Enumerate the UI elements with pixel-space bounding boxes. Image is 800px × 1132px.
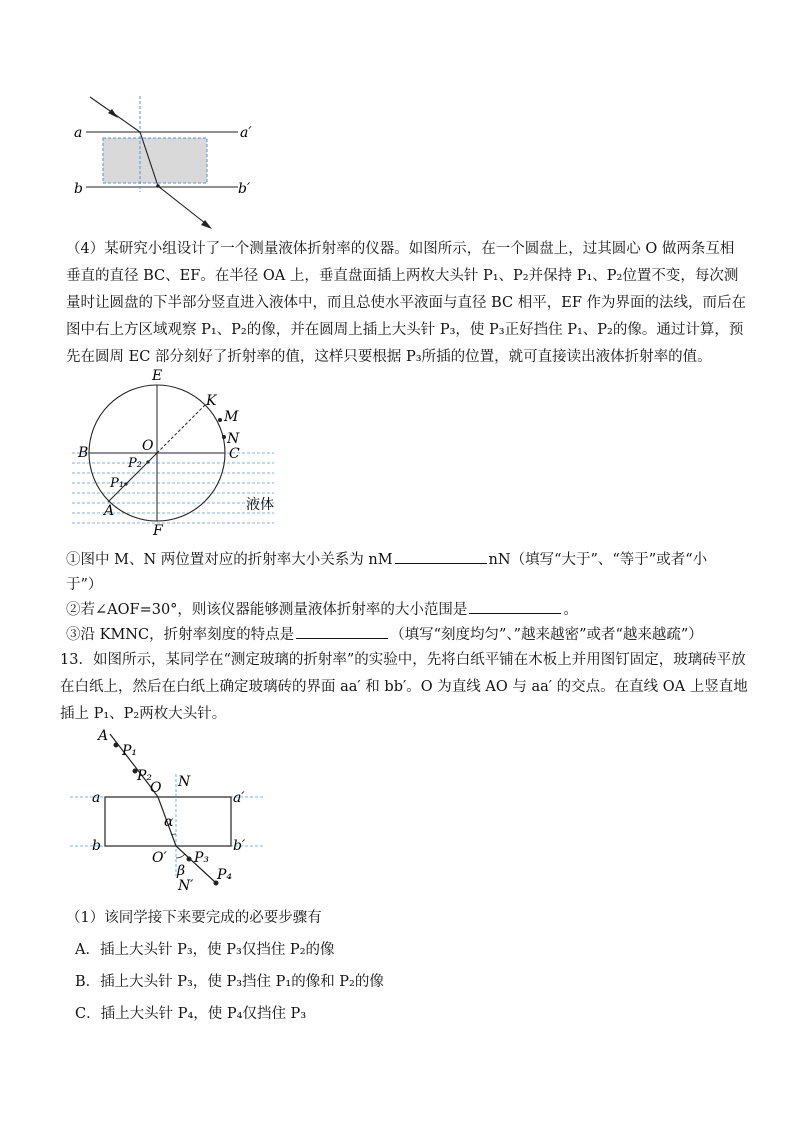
label-liquid: 液体: [246, 497, 274, 513]
label-b: b: [92, 838, 101, 854]
point-P1: [124, 482, 127, 485]
label-A: A: [104, 503, 115, 519]
label-a: a: [92, 790, 101, 806]
label-b: b: [74, 181, 83, 197]
label-P2: P₂: [128, 456, 142, 471]
figure-glass-block: [60, 92, 270, 237]
point-P2: [146, 460, 149, 463]
label-M: M: [224, 409, 239, 425]
label-B: B: [78, 445, 89, 461]
question-3: [66, 623, 703, 644]
point-M: [218, 418, 222, 422]
label-b-prime: b′: [238, 181, 251, 197]
label-a: a: [74, 125, 83, 141]
option-a[interactable]: A．插上大头针 P₃，使 P₃仅挡住 P₂的像: [75, 942, 335, 958]
label-P4: P₄: [217, 867, 233, 883]
label-N-prime: N′: [178, 878, 194, 894]
label-N: N: [227, 431, 240, 447]
q2-suffix: 。: [563, 602, 578, 618]
q3-answer-blank[interactable]: [296, 624, 388, 639]
label-P1: P₁: [122, 743, 138, 759]
q1-suffix: nN（填写“大于”、“等于”或者“小: [488, 552, 708, 568]
step-heading: （1）该同学接下来要完成的必要步骤有: [66, 910, 322, 926]
label-C: C: [229, 446, 240, 462]
line-OK: [157, 404, 206, 453]
q3-prefix: ③沿 KMNC，折射率刻度的特点是: [66, 627, 295, 643]
figure-glass-experiment: [70, 726, 280, 896]
label-P3: P₃: [194, 850, 210, 866]
label-O: O: [142, 438, 154, 454]
label-beta: β: [177, 863, 186, 879]
label-a-prime: a′: [240, 125, 252, 141]
question-1: [66, 548, 707, 569]
label-b-prime: b′: [233, 838, 246, 854]
liquid-lines: [72, 453, 274, 523]
option-c[interactable]: C．插上大头针 P₄，使 P₄仅挡住 P₃: [75, 1006, 307, 1022]
part4-paragraph: （4）某研究小组设计了一个测量液体折射率的仪器。如图所示，在一个圆盘上，过其圆心 O 做两条互相垂直的直径 BC、EF。在半径 OA 上，垂直盘面插上两枚大头针 P₁、P₂并保持 P₁、P₂位置不变，每次测量时让圆盘的下半部分竖直进入液体中，而且总使水平液面与直径 BC 相平，EF 作为界面的法线，而后在图中右上方区域观察 P₁、P₂的像，并在圆周上插上大头针 P₃，使 P₃正好挡住 P₁、P₂的像。通过计算，预先在圆周 EC 部分刻好了折射率的值，这样只要根据 P₃所插的位置，就可直接读出液体折射率的值。: [66, 241, 746, 365]
label-O: O: [150, 780, 162, 796]
label-a-prime: a′: [233, 790, 245, 806]
q3-suffix: （填写“刻度均匀”、”越来越密”或者“越来越疏”）: [390, 627, 703, 643]
label-F: F: [153, 523, 163, 539]
question-1-cont: 于”）: [66, 577, 103, 593]
option-b[interactable]: B．插上大头针 P₃，使 P₃挡住 P₁的像和 P₂的像: [75, 974, 384, 990]
label-alpha: α: [164, 814, 174, 830]
question-2: [66, 598, 578, 619]
pin-P1: [114, 743, 119, 748]
question-13: 13．如图所示，某同学在“测定玻璃的折射率”的实验中，先将白纸平铺在木板上并用图钉固定，玻璃砖平放在白纸上，然后在白纸上确定玻璃砖的界面 aa′ 和 bb′。O 为直线 AO 与 aa′ 的交点。在直线 OA 上竖直地插上 P₁、P₂两枚大头针。: [60, 652, 748, 722]
q2-answer-blank[interactable]: [469, 599, 561, 614]
q1-answer-blank[interactable]: [395, 549, 487, 564]
label-E: E: [152, 368, 163, 384]
label-P2: P₂: [137, 768, 153, 784]
label-P1: P₁: [110, 476, 124, 491]
label-A: A: [98, 728, 109, 744]
q2-prefix: ②若∠AOF=30°，则该仪器能够测量液体折射率的大小范围是: [66, 602, 468, 618]
label-N: N: [178, 774, 191, 790]
figure-refractometer: [60, 365, 310, 540]
q1-prefix: ①图中 M、N 两位置对应的折射率大小关系为 nM: [66, 552, 393, 568]
label-K: K: [206, 393, 217, 409]
label-O-prime: O′: [152, 850, 167, 866]
angle-beta-arc: [176, 854, 185, 858]
point-N: [222, 435, 226, 439]
pin-P3: [187, 857, 192, 862]
point-exit: [156, 184, 160, 188]
